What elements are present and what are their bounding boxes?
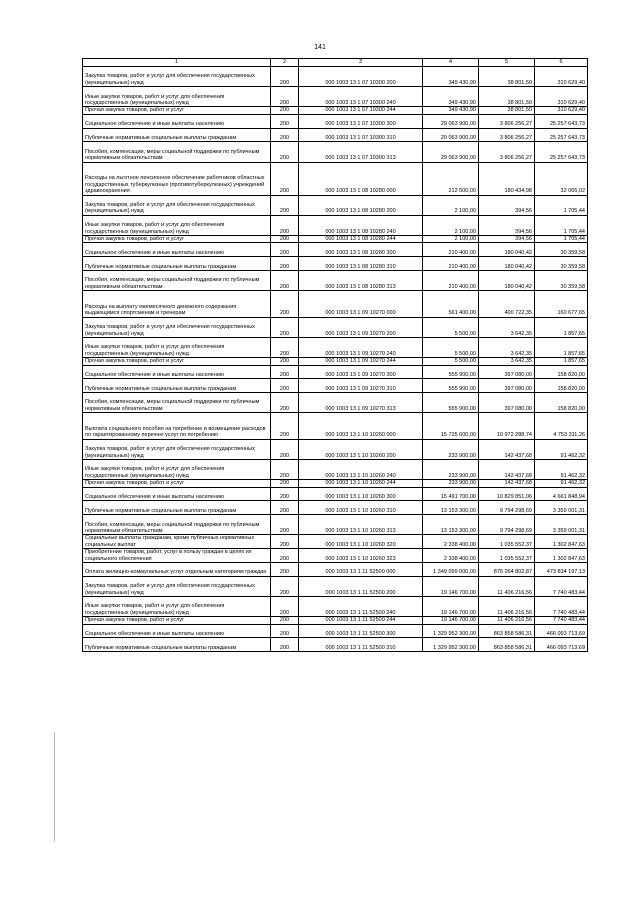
expense-name-cell: Публичные нормативные социальные выплаты гражданам xyxy=(83,257,271,271)
table-row xyxy=(83,235,588,242)
expense-name-cell: Социальное обеспечение и иные выплаты населению xyxy=(83,624,271,638)
unexecuted-amount-cell: 1 857,65 xyxy=(535,317,588,337)
executed-amount-cell: 863 858 586,31 xyxy=(479,624,535,638)
expense-name-cell: Социальные выплаты гражданам, кроме публичных нормативных социальных выплат xyxy=(83,535,271,549)
budget-classification-code-cell: 000 1003 13 1 10 10260 300 xyxy=(299,487,423,501)
column-number-6: 6 xyxy=(535,59,588,67)
executed-amount-cell: 3 806 256,27 xyxy=(479,142,535,162)
table-row xyxy=(83,257,588,271)
column-number-header-row xyxy=(83,59,588,67)
executed-amount-cell: 875 264 802,87 xyxy=(479,563,535,577)
executed-amount-cell: 10 972 288,74 xyxy=(479,413,535,440)
budget-classification-code-cell: 000 1003 13 1 10 10260 320 xyxy=(299,535,423,549)
table-row xyxy=(83,142,588,162)
executed-amount-cell: 11 406 216,56 xyxy=(479,576,535,596)
approved-amount-cell: 210 400,00 xyxy=(423,270,479,290)
line-code-cell: 200 xyxy=(271,549,299,563)
expense-name-cell: Закупка товаров, работ и услуг для обеспечения государственных (муниципальных) нужд xyxy=(83,317,271,337)
expense-name-cell: Иные закупки товаров, работ и услуг для обеспечения государственных (муниципальных) нужд xyxy=(83,337,271,357)
approved-amount-cell: 5 500,00 xyxy=(423,358,479,365)
line-code-cell: 200 xyxy=(271,460,299,480)
unexecuted-amount-cell: 91 462,32 xyxy=(535,460,588,480)
unexecuted-amount-cell: 25 257 643,73 xyxy=(535,114,588,128)
unexecuted-amount-cell: 30 359,58 xyxy=(535,257,588,271)
line-code-cell: 200 xyxy=(271,128,299,142)
budget-classification-code-cell: 000 1003 13 1 09 10270 244 xyxy=(299,358,423,365)
budget-classification-code-cell: 000 1003 13 1 08 10280 240 xyxy=(299,215,423,235)
unexecuted-amount-cell: 160 677,65 xyxy=(535,291,588,318)
budget-classification-code-cell: 000 1003 13 1 11 52500 240 xyxy=(299,597,423,617)
executed-amount-cell: 400 722,35 xyxy=(479,291,535,318)
table-row xyxy=(83,535,588,549)
line-code-cell: 200 xyxy=(271,501,299,515)
line-code-cell: 200 xyxy=(271,439,299,459)
expense-name-cell: Закупка товаров, работ и услуг для обеспечения государственных (муниципальных) нужд xyxy=(83,67,271,87)
expense-name-cell: Пособия, компенсации, меры социальной поддержки по публичным нормативным обязательствам xyxy=(83,393,271,413)
table-row xyxy=(83,317,588,337)
approved-amount-cell: 555 900,00 xyxy=(423,393,479,413)
expense-name-cell: Пособия, компенсации, меры социальной поддержки по публичным нормативным обязательствам xyxy=(83,515,271,535)
unexecuted-amount-cell: 310 629,40 xyxy=(535,107,588,114)
budget-classification-code-cell: 000 1003 13 1 08 10280 313 xyxy=(299,270,423,290)
approved-amount-cell: 210 400,00 xyxy=(423,257,479,271)
line-code-cell: 200 xyxy=(271,257,299,271)
table-row xyxy=(83,243,588,257)
budget-classification-code-cell: 000 1003 13 1 07 10300 313 xyxy=(299,142,423,162)
executed-amount-cell: 9 794 298,69 xyxy=(479,515,535,535)
budget-classification-code-cell: 000 1003 13 1 10 10260 240 xyxy=(299,460,423,480)
unexecuted-amount-cell: 91 462,32 xyxy=(535,480,588,487)
line-code-cell: 200 xyxy=(271,515,299,535)
table-body xyxy=(83,67,588,652)
table-row xyxy=(83,638,588,652)
unexecuted-amount-cell: 4 753 311,26 xyxy=(535,413,588,440)
approved-amount-cell: 5 500,00 xyxy=(423,317,479,337)
budget-classification-code-cell: 000 1003 13 1 11 52500 310 xyxy=(299,638,423,652)
line-code-cell: 200 xyxy=(271,576,299,596)
expense-name-cell: Социальное обеспечение и иные выплаты населению xyxy=(83,243,271,257)
table-row xyxy=(83,162,588,195)
table-row xyxy=(83,549,588,563)
table-row xyxy=(83,291,588,318)
unexecuted-amount-cell: 30 359,58 xyxy=(535,243,588,257)
line-code-cell: 200 xyxy=(271,624,299,638)
line-code-cell: 200 xyxy=(271,638,299,652)
executed-amount-cell: 394,56 xyxy=(479,195,535,215)
table-row xyxy=(83,337,588,357)
unexecuted-amount-cell: 1 705,44 xyxy=(535,215,588,235)
unexecuted-amount-cell: 473 834 197,13 xyxy=(535,563,588,577)
executed-amount-cell: 394,56 xyxy=(479,215,535,235)
budget-classification-code-cell: 000 1003 13 1 11 52500 000 xyxy=(299,563,423,577)
executed-amount-cell: 9 794 298,69 xyxy=(479,501,535,515)
executed-amount-cell: 38 801,50 xyxy=(479,107,535,114)
approved-amount-cell: 13 153 300,00 xyxy=(423,515,479,535)
line-code-cell: 200 xyxy=(271,480,299,487)
approved-amount-cell: 1 329 952 300,00 xyxy=(423,638,479,652)
budget-classification-code-cell: 000 1003 13 1 09 10270 313 xyxy=(299,393,423,413)
line-code-cell: 200 xyxy=(271,487,299,501)
unexecuted-amount-cell: 310 629,40 xyxy=(535,87,588,107)
line-code-cell: 200 xyxy=(271,195,299,215)
executed-amount-cell: 397 080,00 xyxy=(479,365,535,379)
approved-amount-cell: 555 900,00 xyxy=(423,365,479,379)
unexecuted-amount-cell: 1 857,65 xyxy=(535,337,588,357)
line-code-cell: 200 xyxy=(271,393,299,413)
budget-classification-code-cell: 000 1003 13 1 09 10270 310 xyxy=(299,379,423,393)
unexecuted-amount-cell: 3 359 001,31 xyxy=(535,515,588,535)
unexecuted-amount-cell: 4 661 848,94 xyxy=(535,487,588,501)
table-row xyxy=(83,480,588,487)
expense-name-cell: Публичные нормативные социальные выплаты гражданам xyxy=(83,379,271,393)
table-row xyxy=(83,365,588,379)
approved-amount-cell: 15 725 600,00 xyxy=(423,413,479,440)
budget-classification-code-cell: 000 1003 13 1 10 10260 323 xyxy=(299,549,423,563)
column-number-5: 5 xyxy=(479,59,535,67)
executed-amount-cell: 1 035 552,37 xyxy=(479,549,535,563)
expense-name-cell: Иные закупки товаров, работ и услуг для обеспечения государственных (муниципальных) нужд xyxy=(83,215,271,235)
table-row xyxy=(83,107,588,114)
unexecuted-amount-cell: 158 820,00 xyxy=(535,365,588,379)
line-code-cell: 200 xyxy=(271,597,299,617)
approved-amount-cell: 19 146 700,00 xyxy=(423,597,479,617)
executed-amount-cell: 142 437,68 xyxy=(479,439,535,459)
budget-classification-code-cell: 000 1003 13 1 07 10300 240 xyxy=(299,87,423,107)
expense-name-cell: Прочая закупка товаров, работ и услуг xyxy=(83,235,271,242)
executed-amount-cell: 11 406 216,56 xyxy=(479,617,535,624)
table-row xyxy=(83,215,588,235)
table-row xyxy=(83,413,588,440)
budget-classification-code-cell: 000 1003 13 1 08 10280 000 xyxy=(299,162,423,195)
approved-amount-cell: 29 063 900,00 xyxy=(423,114,479,128)
expense-name-cell: Прочая закупка товаров, работ и услуг xyxy=(83,358,271,365)
line-code-cell: 200 xyxy=(271,215,299,235)
table-row xyxy=(83,379,588,393)
table-row xyxy=(83,624,588,638)
executed-amount-cell: 142 437,68 xyxy=(479,460,535,480)
executed-amount-cell: 11 406 216,56 xyxy=(479,597,535,617)
expense-name-cell: Закупка товаров, работ и услуг для обеспечения государственных (муниципальных) нужд xyxy=(83,576,271,596)
expense-name-cell: Пособия, компенсации, меры социальной поддержки по публичным нормативным обязательствам xyxy=(83,270,271,290)
expense-name-cell: Закупка товаров, работ и услуг для обеспечения государственных (муниципальных) нужд xyxy=(83,439,271,459)
budget-classification-code-cell: 000 1003 13 1 08 10280 244 xyxy=(299,235,423,242)
budget-classification-code-cell: 000 1003 13 1 11 52500 244 xyxy=(299,617,423,624)
executed-amount-cell: 863 858 586,31 xyxy=(479,638,535,652)
approved-amount-cell: 19 146 700,00 xyxy=(423,617,479,624)
approved-amount-cell: 555 900,00 xyxy=(423,379,479,393)
expense-name-cell: Иные закупки товаров, работ и услуг для обеспечения государственных (муниципальных) нужд xyxy=(83,460,271,480)
unexecuted-amount-cell: 7 740 483,44 xyxy=(535,617,588,624)
line-code-cell: 200 xyxy=(271,617,299,624)
executed-amount-cell: 180 040,42 xyxy=(479,257,535,271)
approved-amount-cell: 15 491 700,00 xyxy=(423,487,479,501)
executed-amount-cell: 3 642,35 xyxy=(479,317,535,337)
column-number-4: 4 xyxy=(423,59,479,67)
table-row xyxy=(83,270,588,290)
executed-amount-cell: 180 434,98 xyxy=(479,162,535,195)
table-row xyxy=(83,597,588,617)
line-code-cell: 200 xyxy=(271,379,299,393)
approved-amount-cell: 233 900,00 xyxy=(423,480,479,487)
unexecuted-amount-cell: 158 820,00 xyxy=(535,379,588,393)
page-number: 141 xyxy=(314,44,326,51)
executed-amount-cell: 180 040,42 xyxy=(479,270,535,290)
expense-name-cell: Социальное обеспечение и иные выплаты населению xyxy=(83,487,271,501)
table-row xyxy=(83,114,588,128)
budget-classification-code-cell: 000 1003 13 1 09 10270 000 xyxy=(299,291,423,318)
unexecuted-amount-cell: 1 302 847,63 xyxy=(535,535,588,549)
unexecuted-amount-cell: 25 257 643,73 xyxy=(535,142,588,162)
budget-classification-code-cell: 000 1003 13 1 10 10260 000 xyxy=(299,413,423,440)
approved-amount-cell: 19 146 700,00 xyxy=(423,576,479,596)
approved-amount-cell: 1 329 952 300,00 xyxy=(423,624,479,638)
line-code-cell: 200 xyxy=(271,114,299,128)
expense-name-cell: Прочая закупка товаров, работ и услуг xyxy=(83,480,271,487)
budget-classification-code-cell: 000 1003 13 1 10 10260 310 xyxy=(299,501,423,515)
executed-amount-cell: 180 040,42 xyxy=(479,243,535,257)
expense-name-cell: Выплата социального пособия на погребение и возмещение расходов по гарантированному перечню услуг по погребению xyxy=(83,413,271,440)
budget-classification-code-cell: 000 1003 13 1 08 10280 200 xyxy=(299,195,423,215)
budget-classification-code-cell: 000 1003 13 1 07 10300 244 xyxy=(299,107,423,114)
unexecuted-amount-cell: 25 257 643,73 xyxy=(535,128,588,142)
line-code-cell: 200 xyxy=(271,317,299,337)
approved-amount-cell: 29 063 900,00 xyxy=(423,128,479,142)
line-code-cell: 200 xyxy=(271,270,299,290)
line-code-cell: 200 xyxy=(271,563,299,577)
unexecuted-amount-cell: 30 359,58 xyxy=(535,270,588,290)
unexecuted-amount-cell: 466 093 713,69 xyxy=(535,624,588,638)
budget-classification-code-cell: 000 1003 13 1 09 10270 200 xyxy=(299,317,423,337)
budget-classification-code-cell: 000 1003 13 1 09 10270 240 xyxy=(299,337,423,357)
table-row xyxy=(83,576,588,596)
unexecuted-amount-cell: 466 093 713,69 xyxy=(535,638,588,652)
table-row xyxy=(83,617,588,624)
table-row xyxy=(83,67,588,87)
line-code-cell: 200 xyxy=(271,162,299,195)
unexecuted-amount-cell: 1 302 847,63 xyxy=(535,549,588,563)
executed-amount-cell: 142 437,68 xyxy=(479,480,535,487)
approved-amount-cell: 349 430,90 xyxy=(423,107,479,114)
table-row xyxy=(83,358,588,365)
line-code-cell: 200 xyxy=(271,142,299,162)
executed-amount-cell: 397 080,00 xyxy=(479,379,535,393)
executed-amount-cell: 38 801,50 xyxy=(479,67,535,87)
budget-classification-code-cell: 000 1003 13 1 09 10270 300 xyxy=(299,365,423,379)
budget-classification-code-cell: 000 1003 13 1 11 52500 200 xyxy=(299,576,423,596)
table-row xyxy=(83,515,588,535)
expense-name-cell: Закупка товаров, работ и услуг для обеспечения государственных (муниципальных) нужд xyxy=(83,195,271,215)
expense-name-cell: Социальное обеспечение и иные выплаты населению xyxy=(83,365,271,379)
line-code-cell: 200 xyxy=(271,413,299,440)
executed-amount-cell: 397 080,00 xyxy=(479,393,535,413)
budget-classification-code-cell: 000 1003 13 1 08 10280 310 xyxy=(299,257,423,271)
expense-name-cell: Публичные нормативные социальные выплаты гражданам xyxy=(83,501,271,515)
unexecuted-amount-cell: 32 065,02 xyxy=(535,162,588,195)
expense-name-cell: Расходы на льготное пенсионное обеспечение работников областных государственных туберкулезных (противотуберкулезных) учреждений здравоохранения xyxy=(83,162,271,195)
expense-name-cell: Приобретение товаров, работ, услуг в пользу граждан в целях их социального обеспечения xyxy=(83,549,271,563)
budget-classification-code-cell: 000 1003 13 1 07 10300 200 xyxy=(299,67,423,87)
expense-name-cell: Прочая закупка товаров, работ и услуг xyxy=(83,107,271,114)
unexecuted-amount-cell: 7 740 483,44 xyxy=(535,576,588,596)
approved-amount-cell: 349 430,90 xyxy=(423,87,479,107)
approved-amount-cell: 233 900,00 xyxy=(423,460,479,480)
line-code-cell: 200 xyxy=(271,243,299,257)
budget-classification-code-cell: 000 1003 13 1 11 52500 300 xyxy=(299,624,423,638)
line-code-cell: 200 xyxy=(271,107,299,114)
executed-amount-cell: 3 806 256,27 xyxy=(479,128,535,142)
table-row xyxy=(83,487,588,501)
approved-amount-cell: 349 430,90 xyxy=(423,67,479,87)
table-row xyxy=(83,393,588,413)
expense-name-cell: Иные закупки товаров, работ и услуг для обеспечения государственных (муниципальных) нужд xyxy=(83,87,271,107)
line-code-cell: 200 xyxy=(271,535,299,549)
approved-amount-cell: 2 338 400,00 xyxy=(423,535,479,549)
expense-name-cell: Оплата жилищно-коммунальных услуг отдельным категориям граждан xyxy=(83,563,271,577)
budget-classification-code-cell: 000 1003 13 1 07 10300 310 xyxy=(299,128,423,142)
unexecuted-amount-cell: 91 462,32 xyxy=(535,439,588,459)
table-row xyxy=(83,87,588,107)
line-code-cell: 200 xyxy=(271,365,299,379)
approved-amount-cell: 2 100,00 xyxy=(423,195,479,215)
executed-amount-cell: 3 806 256,27 xyxy=(479,114,535,128)
approved-amount-cell: 2 100,00 xyxy=(423,235,479,242)
unexecuted-amount-cell: 3 359 001,31 xyxy=(535,501,588,515)
line-code-cell: 200 xyxy=(271,87,299,107)
expense-name-cell: Расходы на выплату ежемесячного денежного содержания выдающимся спортсменам и тренерам xyxy=(83,291,271,318)
line-code-cell: 200 xyxy=(271,67,299,87)
unexecuted-amount-cell: 310 629,40 xyxy=(535,67,588,87)
budget-classification-code-cell: 000 1003 13 1 10 10260 313 xyxy=(299,515,423,535)
expense-name-cell: Социальное обеспечение и иные выплаты населению xyxy=(83,114,271,128)
approved-amount-cell: 5 500,00 xyxy=(423,337,479,357)
column-number-3: 3 xyxy=(299,59,423,67)
approved-amount-cell: 29 063 900,00 xyxy=(423,142,479,162)
approved-amount-cell: 2 338 400,00 xyxy=(423,549,479,563)
approved-amount-cell: 561 400,00 xyxy=(423,291,479,318)
line-code-cell: 200 xyxy=(271,358,299,365)
budget-classification-code-cell: 000 1003 13 1 10 10260 200 xyxy=(299,439,423,459)
expense-name-cell: Прочая закупка товаров, работ и услуг xyxy=(83,617,271,624)
unexecuted-amount-cell: 1 857,65 xyxy=(535,358,588,365)
approved-amount-cell: 1 349 099 000,00 xyxy=(423,563,479,577)
line-code-cell: 200 xyxy=(271,235,299,242)
unexecuted-amount-cell: 1 705,44 xyxy=(535,195,588,215)
table-row xyxy=(83,460,588,480)
column-number-2: 2 xyxy=(271,59,299,67)
executed-amount-cell: 10 829 851,06 xyxy=(479,487,535,501)
executed-amount-cell: 38 801,50 xyxy=(479,87,535,107)
expense-name-cell: Публичные нормативные социальные выплаты гражданам xyxy=(83,128,271,142)
table-row xyxy=(83,501,588,515)
budget-report-table xyxy=(82,58,588,652)
table-row xyxy=(83,195,588,215)
unexecuted-amount-cell: 7 740 483,44 xyxy=(535,597,588,617)
approved-amount-cell: 233 900,00 xyxy=(423,439,479,459)
approved-amount-cell: 2 100,00 xyxy=(423,215,479,235)
unexecuted-amount-cell: 158 820,00 xyxy=(535,393,588,413)
scan-edge-line xyxy=(54,732,55,842)
approved-amount-cell: 210 400,00 xyxy=(423,243,479,257)
table-row xyxy=(83,439,588,459)
executed-amount-cell: 1 035 552,37 xyxy=(479,535,535,549)
expense-name-cell: Публичные нормативные социальные выплаты гражданам xyxy=(83,638,271,652)
approved-amount-cell: 13 153 300,00 xyxy=(423,501,479,515)
unexecuted-amount-cell: 1 705,44 xyxy=(535,235,588,242)
expense-name-cell: Пособия, компенсации, меры социальной поддержки по публичным нормативным обязательствам xyxy=(83,142,271,162)
column-number-1: 1 xyxy=(83,59,271,67)
budget-classification-code-cell: 000 1003 13 1 07 10300 300 xyxy=(299,114,423,128)
table-row xyxy=(83,128,588,142)
table-row xyxy=(83,563,588,577)
line-code-cell: 200 xyxy=(271,337,299,357)
executed-amount-cell: 3 642,35 xyxy=(479,358,535,365)
expense-name-cell: Иные закупки товаров, работ и услуг для обеспечения государственных (муниципальных) нужд xyxy=(83,597,271,617)
executed-amount-cell: 394,56 xyxy=(479,235,535,242)
executed-amount-cell: 3 642,35 xyxy=(479,337,535,357)
line-code-cell: 200 xyxy=(271,291,299,318)
approved-amount-cell: 212 500,00 xyxy=(423,162,479,195)
budget-classification-code-cell: 000 1003 13 1 10 10260 244 xyxy=(299,480,423,487)
budget-classification-code-cell: 000 1003 13 1 08 10280 300 xyxy=(299,243,423,257)
